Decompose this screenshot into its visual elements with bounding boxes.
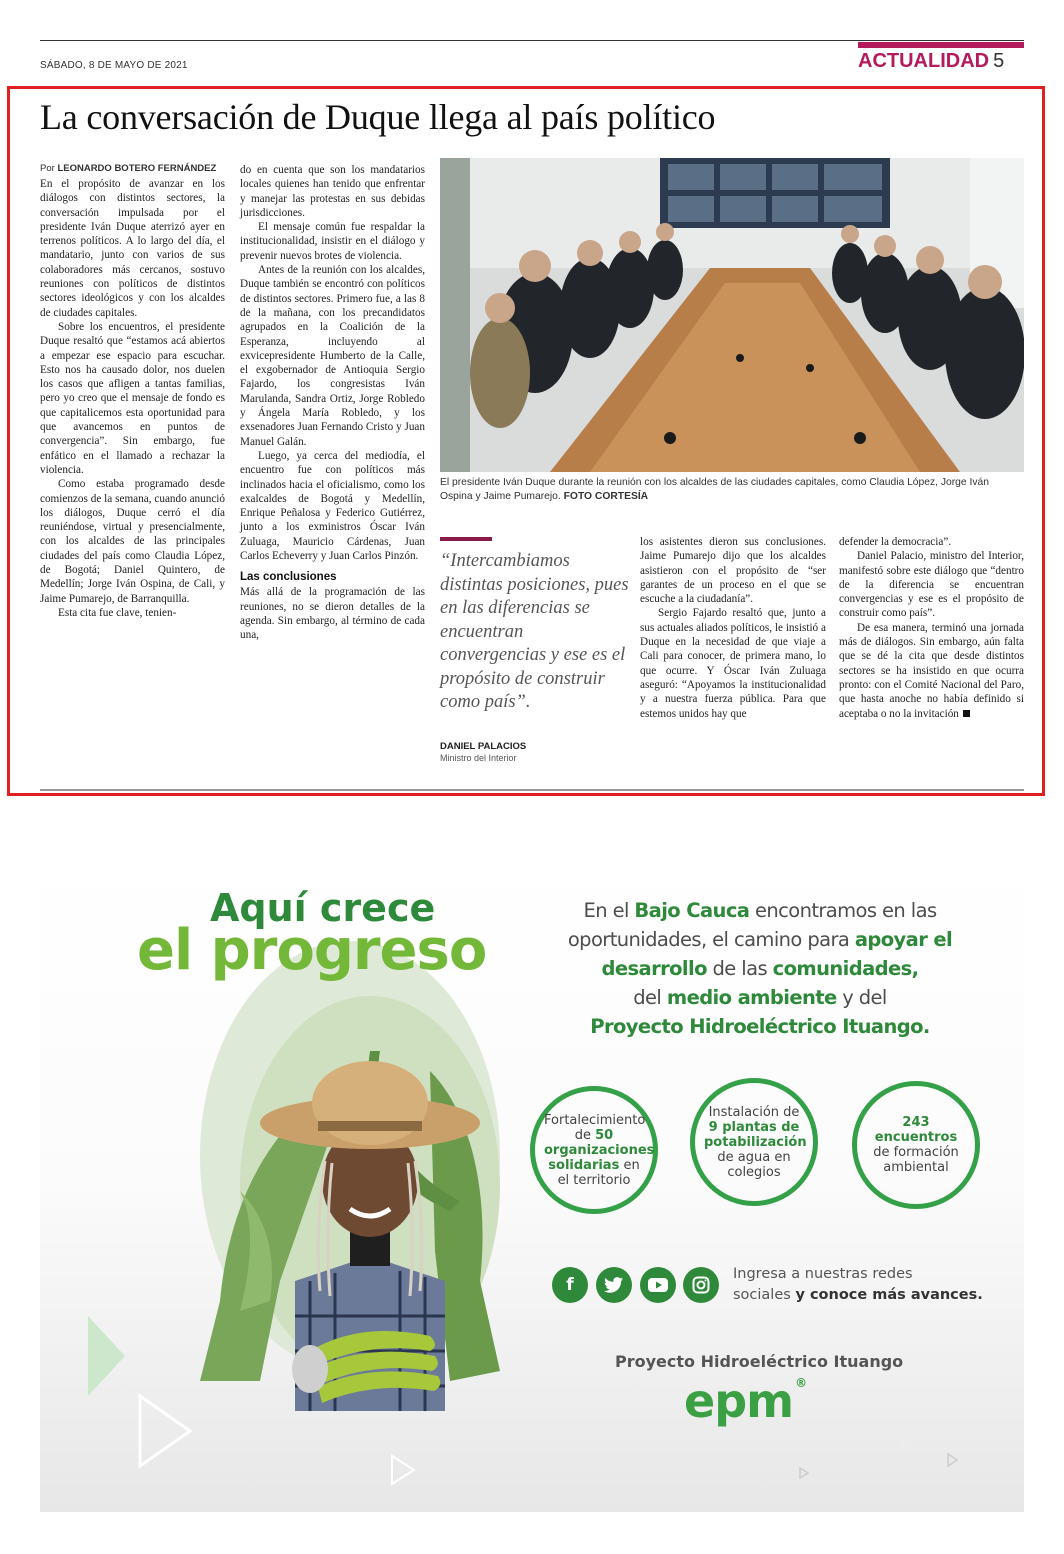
epm-logo — [684, 1374, 806, 1428]
caption-text: El presidente Iván Duque durante la reunión con los alcaldes de las ciudades capitales, como Claudia López, Jorge Iván Ospina y Jaime Pumarejo. — [440, 477, 989, 502]
ad-text-part: del — [633, 986, 667, 1009]
byline — [40, 163, 225, 174]
photo-credit: FOTO CORTESÍA — [563, 490, 649, 502]
article-headline: La conversación de Duque llega al país político — [40, 97, 716, 137]
article-column-3 — [640, 535, 826, 721]
stat-highlight: 243 encuentros — [874, 1115, 958, 1145]
epm-logo-text: epm — [684, 1374, 794, 1428]
paragraph: Antes de la reunión con los alcaldes, Duque también se encontró con políticos de distintos sectores. Primero fue, a las 8 de la mañana, con los precandidatos agrupados en la Coalición de la Esperanza, incluyendo al exvicepresidente Humberto de la Calle, el exgobernador de Antioquia Sergio Fajardo, los congresistas Iván Marulanda, Sandra Ortiz, Jorge Robledo y Ángela María Robledo, y los exsenadores Juan Fernando Cristo y Juan Manuel Galán. — [240, 264, 425, 448]
byline-prefix: Por — [40, 163, 55, 174]
end-mark-icon — [963, 710, 970, 717]
paragraph: Luego, ya cerca del mediodía, el encuentro fue con políticos más inclinados hacia el oficialismo, como los exalcaldes de Bogotá y Medellín, Enrique Peñalosa y Federico Gutiérrez, junto a los exministros Óscar Iván Zuluaga, Mauricio Cárdenas, Juan Carlos Echeverry y Juan Carlos Pinzón. — [240, 449, 425, 563]
article-column-2 — [240, 163, 425, 643]
section-name: ACTUALIDAD — [858, 50, 990, 72]
social-invitation-text — [733, 1264, 983, 1306]
paragraph: Sobre los encuentros, el presidente Duque resaltó que “estamos acá abiertos a empezar ese espacio para escuchar. Esto nos ha causado dolor, nos duelen los casos que afligen a tantas familias, pero yo creo que el mensaje de fondo es que capitalicemos esta oportunidad para que avancemos en puntos de convergencia”. Sin embargo, fue enfático en el llamado a rechazar la violencia. — [40, 320, 225, 476]
ad-text-part: encontramos en las oportunidades, el camino para — [567, 899, 937, 951]
paragraph: En el propósito de avanzar en los diálogos con distintos sectores, la conversación impulsada por el presidente Iván Duque aterrizó ayer en terrenos políticos. A lo largo del día, el mandatario, junto con varios de sus colaboradores más cercanos, sostuvo reuniones con políticos de distintos sectores ideológicos y con los alcaldes de ciudades capitales. — [40, 178, 225, 319]
paragraph: Sergio Fajardo resaltó que, junto a sus actuales aliados políticos, le insistió a Duque en la necesidad de que viaje a Cali para conocer, de primera mano, lo que ocurre. Y Óscar Iván Zuluaga aseguró: “Apoyamos la institucionalidad y a nuestra fuerza pública. Para que estemos unidos hay que — [640, 607, 826, 720]
youtube-icon[interactable] — [640, 1267, 676, 1303]
article-column-1 — [40, 163, 225, 620]
social-text-line-1: Ingresa a nuestras redes — [733, 1266, 913, 1282]
paragraph: Esta cita fue clave, tenien- — [58, 606, 177, 619]
instagram-icon[interactable] — [683, 1267, 719, 1303]
epm-advertisement — [40, 856, 1024, 1512]
stat-text: Fortalecimiento de — [544, 1112, 646, 1143]
twitter-bird-glyph — [604, 1277, 624, 1293]
quote-author-role: Ministro del Interior — [440, 753, 517, 763]
pull-quote: “Intercambiamos distintas posiciones, pues en las diferencias se encuentran convergencias y ese es el propósito de construir como país”. — [440, 551, 629, 712]
stat-circle-organizations — [530, 1086, 658, 1214]
section-label — [858, 50, 1004, 73]
paragraph — [839, 621, 1024, 721]
ad-text-highlight: apoyar el desarrollo — [601, 928, 953, 980]
paragraph: los asistentes dieron sus conclusiones. Jaime Pumarejo dijo que los alcaldes asistieron con el propósito de “ser garantes de un proceso en el que se escuche a la ciudadanía”. — [640, 536, 826, 606]
meeting-photo-illustration — [440, 158, 1024, 472]
instagram-camera-glyph — [692, 1276, 710, 1294]
article-column-4 — [839, 535, 1024, 721]
byline-author: LEONARDO BOTERO FERNÁNDEZ — [57, 163, 217, 174]
ad-intro-text — [520, 896, 1000, 1041]
quote-accent-bar — [440, 537, 492, 541]
ad-text-highlight: Bajo Cauca — [634, 899, 750, 922]
ad-text-part: En el — [583, 899, 635, 922]
paragraph: defender la democracia”. — [839, 536, 952, 548]
stat-highlight: 50 organizaciones solidarias — [544, 1127, 655, 1173]
stat-text: en el territorio — [557, 1157, 640, 1188]
stat-circle-environmental-meetings — [852, 1081, 980, 1209]
ad-headline-line-2: el progreso — [137, 918, 487, 983]
farmer-woman-illustration — [200, 1051, 500, 1411]
page-number: 5 — [993, 50, 1005, 72]
header-rule — [40, 40, 1024, 41]
paragraph: Como estaba programado desde comienzos de la semana, cuando anunció los diálogos, Duque cerró el día reuniéndose, virtual y presencialmente, con los alcaldes de las principales ciudades del país como Claudia López, de Bogotá; Daniel Quintero, de Medellín; Jorge Iván Ospina, de Cali, y Jaime Pumarejo, de Barranquilla. — [40, 478, 225, 605]
ad-text-highlight: comunidades, — [772, 957, 919, 980]
meeting-photo — [440, 158, 1024, 472]
article-bottom-rule — [40, 789, 1024, 791]
stat-circle-water-plants — [690, 1078, 818, 1206]
ad-text-part: y del — [836, 986, 887, 1009]
social-text-line-2: sociales — [733, 1287, 796, 1303]
ad-text-highlight: Proyecto Hidroeléctrico Ituango. — [590, 1015, 930, 1038]
paragraph: do en cuenta que son los mandatarios locales quienes han tenido que enfrentar y manejar las protestas en sus debidas jurisdicciones. — [240, 164, 425, 219]
social-text-highlight: y conoce más avances. — [795, 1287, 983, 1303]
twitter-icon[interactable] — [596, 1267, 632, 1303]
project-name: Proyecto Hidroeléctrico Ituango — [615, 1352, 904, 1371]
stat-text: Instalación de — [708, 1104, 800, 1120]
paragraph: Daniel Palacio, ministro del Interior, manifestó sobre este diálogo que “dentro de la diferencia se encuentran convergencias y ese es el propósito de construir como país”. — [839, 550, 1024, 620]
paragraph-text: De esa manera, terminó una jornada más de diálogos. Sin embargo, aún falta que se dé la cita que desde distintos sectores se ha insistido en que ocurra pronto: con el Comité Nacional del Paro, que hasta anoche no había definido si aceptaba o no la invitación — [839, 621, 1024, 720]
section-bar — [858, 42, 1024, 48]
issue-date: SÁBADO, 8 DE MAYO DE 2021 — [40, 60, 188, 71]
paragraph: Más allá de la programación de las reuniones, no se dieron detalles de la agenda. Sin embargo, al término de cada una, — [240, 586, 425, 642]
stat-text: de agua en colegios — [717, 1149, 791, 1180]
facebook-icon[interactable]: f — [552, 1267, 588, 1303]
ad-headline-line-1: Aquí crece — [210, 886, 436, 930]
stat-highlight: 9 plantas de potabilización — [704, 1119, 807, 1150]
youtube-play-glyph — [648, 1278, 668, 1292]
photo-caption — [440, 476, 1024, 503]
quote-author: DANIEL PALACIOS — [440, 741, 527, 752]
stat-text: de formación ambiental — [873, 1145, 959, 1175]
subheading: Las conclusiones — [240, 571, 337, 584]
ad-text-part: de las — [706, 957, 773, 980]
registered-mark: ® — [795, 1376, 807, 1390]
ad-text-highlight: medio ambiente — [666, 986, 837, 1009]
paragraph: El mensaje común fue respaldar la institucionalidad, insistir en el diálogo y prevenir nuevos brotes de violencia. — [240, 221, 425, 262]
